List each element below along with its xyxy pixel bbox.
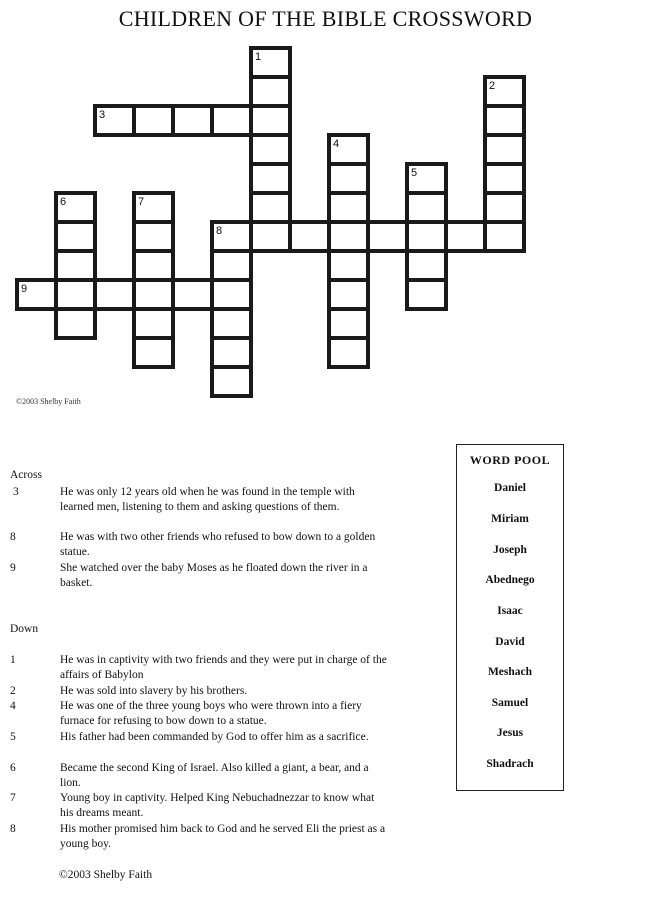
grid-cell[interactable] (485, 193, 524, 222)
grid-cell[interactable] (329, 338, 368, 367)
grid-cell[interactable] (134, 222, 173, 251)
grid-cell[interactable] (485, 222, 524, 251)
grid-cell[interactable] (134, 106, 173, 135)
word-pool-item: David (495, 636, 525, 648)
grid-cell[interactable] (212, 309, 251, 338)
word-pool-item: Samuel (491, 697, 529, 709)
grid-cell[interactable] (407, 280, 446, 309)
grid-clue-number: 3 (99, 109, 106, 121)
across-heading: Across (10, 469, 42, 481)
clue-text: He was with two other friends who refused to bow down to a golden statue. (60, 531, 376, 558)
grid-cell[interactable] (173, 106, 212, 135)
crossword-grid (0, 0, 651, 400)
word-pool (456, 444, 564, 791)
grid-cell[interactable] (212, 338, 251, 367)
word-pool-item: Abednego (485, 574, 535, 586)
grid-cell[interactable] (329, 193, 368, 222)
grid-clue-number: 7 (138, 196, 145, 208)
clue-number: 1 (10, 654, 16, 666)
grid-clue-number: 5 (411, 167, 418, 179)
clue-text: She watched over the baby Moses as he floated down the river in a basket. (60, 562, 368, 589)
clue-text: He was in captivity with two friends and they were put in charge of the affairs of Babylon (60, 654, 387, 681)
grid-cell[interactable] (407, 251, 446, 280)
page-title: CHILDREN OF THE BIBLE CROSSWORD (118, 6, 533, 31)
word-pool-item: Meshach (487, 666, 533, 678)
word-pool-item: Isaac (497, 605, 523, 617)
grid-cell[interactable] (56, 309, 95, 338)
footer-copyright: ©2003 Shelby Faith (59, 869, 153, 881)
clue-text: He was only 12 years old when he was found in the temple with learned men, listening to them and asking questions of them. (60, 486, 355, 513)
clue-number: 3 (13, 486, 19, 498)
grid-cell[interactable] (329, 251, 368, 280)
clue-number: 5 (10, 731, 16, 743)
grid-cell[interactable] (212, 106, 251, 135)
grid-clue-number: 4 (333, 138, 340, 150)
down-heading: Down (10, 623, 39, 635)
grid-cell[interactable] (485, 135, 524, 164)
grid-cell[interactable] (329, 222, 368, 251)
grid-cell[interactable] (212, 367, 251, 396)
grid-cell[interactable] (251, 135, 290, 164)
grid-cell[interactable] (56, 251, 95, 280)
grid-clue-number: 6 (60, 196, 67, 208)
word-pool-item: Jesus (496, 727, 524, 739)
clue-text: Became the second King of Israel. Also killed a giant, a bear, and a lion. (60, 762, 369, 789)
clue-number: 8 (10, 823, 16, 835)
clue-text: Young boy in captivity. Helped King Nebuchadnezzar to know what his dreams meant. (60, 792, 375, 819)
clue-number: 7 (10, 792, 16, 804)
word-pool-item: Daniel (494, 482, 526, 494)
grid-cell[interactable] (212, 251, 251, 280)
grid-cell[interactable] (485, 164, 524, 193)
clue-number: 2 (10, 685, 16, 697)
clue-text: His father had been commanded by God to offer him as a sacrifice. (60, 731, 369, 743)
grid-cell[interactable] (485, 106, 524, 135)
clue-number: 9 (10, 562, 16, 574)
grid-cell[interactable] (134, 251, 173, 280)
clue-text: His mother promised him back to God and he served Eli the priest as a young boy. (60, 823, 386, 850)
word-pool-item: Shadrach (486, 758, 534, 770)
grid-cell[interactable] (251, 164, 290, 193)
grid-cell[interactable] (329, 309, 368, 338)
grid-clue-number: 8 (216, 225, 223, 237)
grid-cell[interactable] (251, 222, 290, 251)
grid-cell[interactable] (134, 338, 173, 367)
word-pool-item: Miriam (491, 513, 529, 525)
grid-cell[interactable] (212, 280, 251, 309)
grid-cell[interactable] (251, 77, 290, 106)
grid-copyright: ©2003 Shelby Faith (16, 397, 81, 406)
grid-cell[interactable] (446, 222, 485, 251)
clue-text: He was one of the three young boys who were thrown into a fiery furnace for refusing to bow down to a statue. (60, 700, 362, 727)
grid-cell[interactable] (329, 164, 368, 193)
grid-cell[interactable] (173, 280, 212, 309)
grid-cell[interactable] (290, 222, 329, 251)
grid-cell[interactable] (134, 309, 173, 338)
grid-clue-number: 1 (255, 51, 262, 63)
grid-cell[interactable] (329, 280, 368, 309)
word-pool-item: Joseph (493, 544, 527, 556)
grid-clue-number: 9 (21, 283, 28, 295)
clue-number: 8 (10, 531, 16, 543)
grid-cell[interactable] (56, 280, 95, 309)
grid-clue-number: 2 (489, 80, 496, 92)
grid-cell[interactable] (407, 222, 446, 251)
clue-number: 6 (10, 762, 16, 774)
grid-cell[interactable] (134, 280, 173, 309)
grid-cell[interactable] (95, 280, 134, 309)
grid-cell[interactable] (251, 106, 290, 135)
grid-cell[interactable] (251, 193, 290, 222)
grid-cell[interactable] (407, 193, 446, 222)
clue-text: He was sold into slavery by his brothers. (60, 685, 248, 697)
grid-cell[interactable] (368, 222, 407, 251)
word-pool-title: WORD POOL (469, 453, 551, 467)
clue-number: 4 (10, 700, 16, 712)
grid-cell[interactable] (56, 222, 95, 251)
